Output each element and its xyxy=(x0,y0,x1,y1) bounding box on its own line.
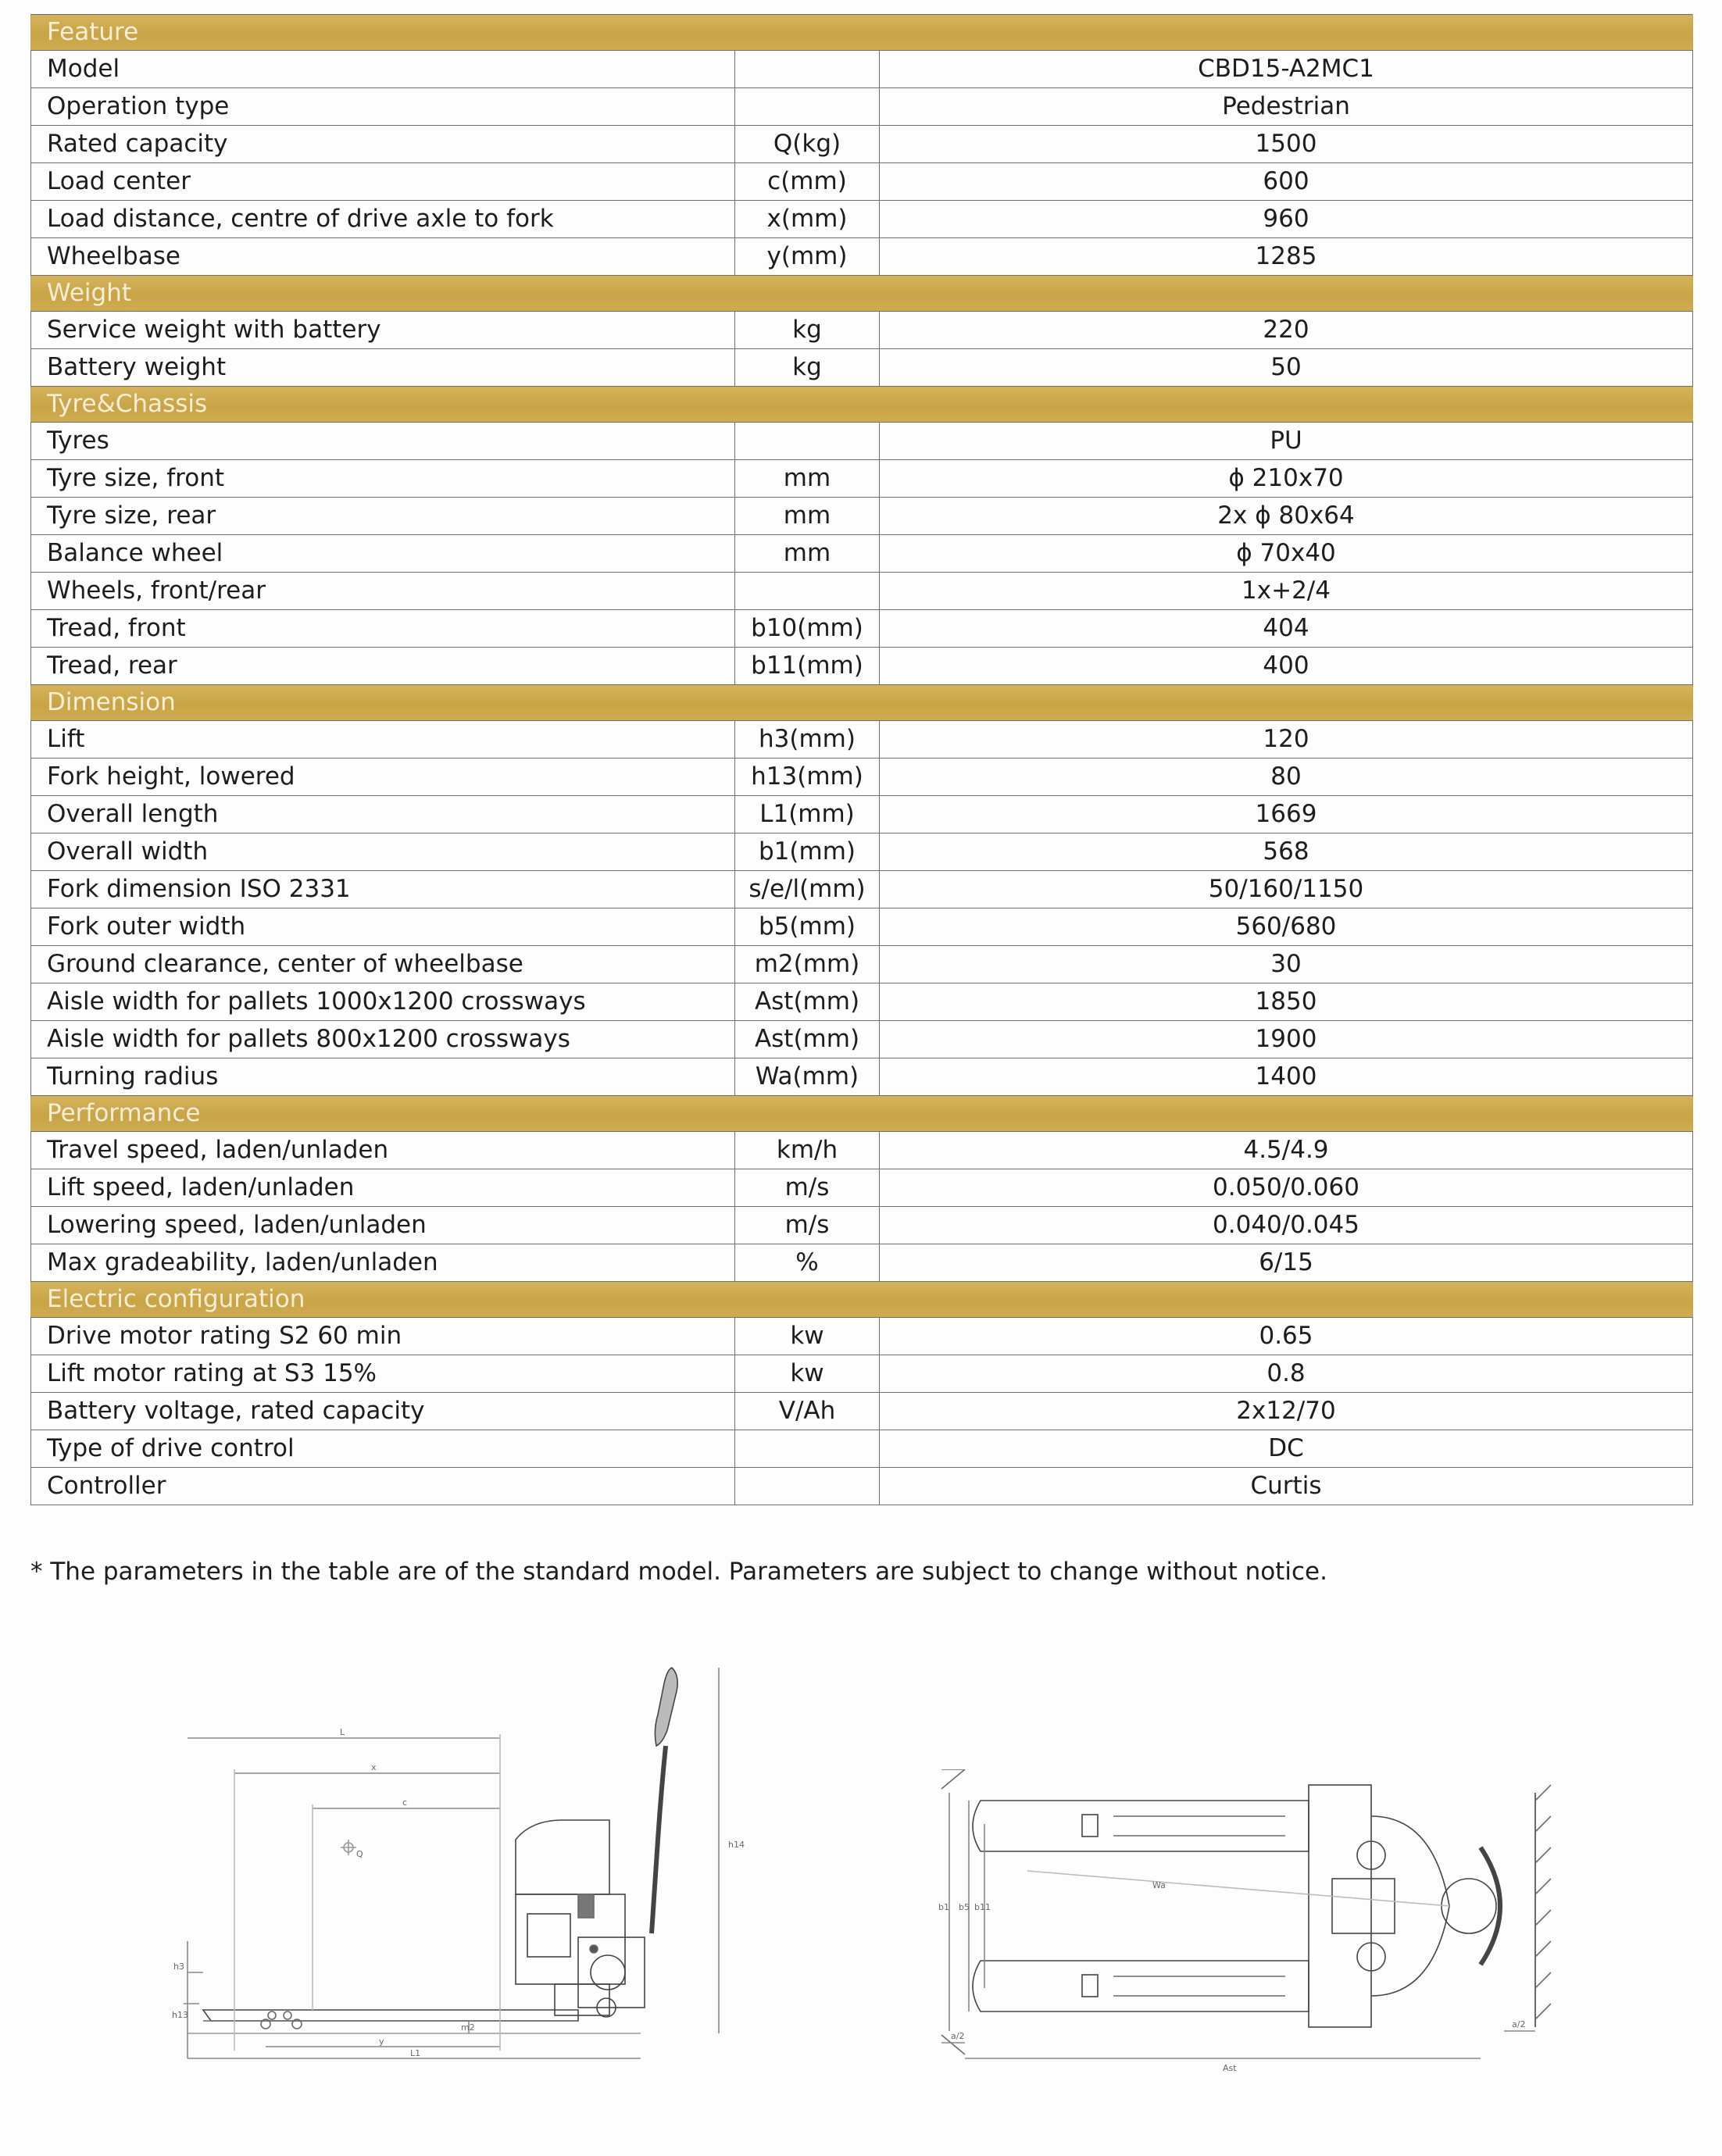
spec-label: Tyres xyxy=(31,423,735,460)
spec-value: 50/160/1150 xyxy=(880,871,1693,908)
spec-row xyxy=(31,238,1693,276)
spec-row xyxy=(31,1318,1693,1355)
dim-label-L: L xyxy=(340,1727,345,1737)
spec-row xyxy=(31,498,1693,535)
spec-unit: b10(mm) xyxy=(735,610,880,648)
dim-label-h13: h13 xyxy=(172,2010,188,2020)
spec-unit: s/e/l(mm) xyxy=(735,871,880,908)
spec-label: Max gradeability, laden/unladen xyxy=(31,1244,735,1282)
spec-unit: Wa(mm) xyxy=(735,1058,880,1096)
spec-label: Tyre size, rear xyxy=(31,498,735,535)
spec-unit: m2(mm) xyxy=(735,946,880,983)
spec-row xyxy=(31,51,1693,88)
spec-value: ϕ 70x40 xyxy=(880,535,1693,573)
section-title: Tyre&Chassis xyxy=(31,387,1693,423)
spec-row xyxy=(31,1430,1693,1468)
spec-label: Type of drive control xyxy=(31,1430,735,1468)
section-header xyxy=(31,276,1693,312)
spec-unit: L1(mm) xyxy=(735,796,880,833)
spec-label: Fork outer width xyxy=(31,908,735,946)
spec-row xyxy=(31,983,1693,1021)
spec-value: 50 xyxy=(880,349,1693,387)
spec-value: 560/680 xyxy=(880,908,1693,946)
spec-value: 2x12/70 xyxy=(880,1393,1693,1430)
spec-unit: Q(kg) xyxy=(735,126,880,163)
spec-unit: m/s xyxy=(735,1207,880,1244)
spec-unit xyxy=(735,423,880,460)
spec-row xyxy=(31,1207,1693,1244)
spec-row xyxy=(31,423,1693,460)
spec-value: DC xyxy=(880,1430,1693,1468)
dim-label-Ast: Ast xyxy=(1223,2063,1237,2073)
spec-unit: % xyxy=(735,1244,880,1282)
spec-row xyxy=(31,88,1693,126)
spec-value: 1285 xyxy=(880,238,1693,276)
spec-unit: b5(mm) xyxy=(735,908,880,946)
spec-value: Pedestrian xyxy=(880,88,1693,126)
spec-label: Overall length xyxy=(31,796,735,833)
spec-row xyxy=(31,201,1693,238)
spec-value: 1x+2/4 xyxy=(880,573,1693,610)
spec-unit: m/s xyxy=(735,1169,880,1207)
spec-unit: V/Ah xyxy=(735,1393,880,1430)
spec-row xyxy=(31,126,1693,163)
spec-row xyxy=(31,1058,1693,1096)
spec-unit: mm xyxy=(735,498,880,535)
spec-row xyxy=(31,721,1693,759)
section-title: Dimension xyxy=(31,685,1693,721)
spec-unit: km/h xyxy=(735,1132,880,1169)
spec-value: 220 xyxy=(880,312,1693,349)
dim-label-a2-left: a/2 xyxy=(951,2031,965,2041)
spec-label: Tread, rear xyxy=(31,648,735,685)
spec-value: 1669 xyxy=(880,796,1693,833)
spec-label: Rated capacity xyxy=(31,126,735,163)
spec-unit: h13(mm) xyxy=(735,759,880,796)
dim-label-h14: h14 xyxy=(728,1840,745,1850)
spec-unit: b1(mm) xyxy=(735,833,880,871)
spec-row xyxy=(31,908,1693,946)
spec-label: Service weight with battery xyxy=(31,312,735,349)
spec-label: Model xyxy=(31,51,735,88)
spec-label: Lift motor rating at S3 15% xyxy=(31,1355,735,1393)
spec-row xyxy=(31,1468,1693,1505)
spec-label: Lift xyxy=(31,721,735,759)
spec-label: Wheelbase xyxy=(31,238,735,276)
dim-label-b11: b11 xyxy=(974,1902,991,1912)
spec-row xyxy=(31,759,1693,796)
spec-value: 1400 xyxy=(880,1058,1693,1096)
spec-value: 30 xyxy=(880,946,1693,983)
spec-value: Curtis xyxy=(880,1468,1693,1505)
spec-table xyxy=(30,14,1693,1505)
dim-label-L1: L1 xyxy=(410,2048,421,2058)
spec-label: Lowering speed, laden/unladen xyxy=(31,1207,735,1244)
spec-value: 4.5/4.9 xyxy=(880,1132,1693,1169)
footnote: * The parameters in the table are of the standard model. Parameters are subject to change without notice. xyxy=(30,1558,1327,1586)
spec-unit xyxy=(735,573,880,610)
spec-unit: Ast(mm) xyxy=(735,983,880,1021)
spec-row xyxy=(31,1355,1693,1393)
dim-label-b1: b1 xyxy=(938,1902,949,1912)
spec-row xyxy=(31,1244,1693,1282)
spec-label: Controller xyxy=(31,1468,735,1505)
spec-value: 120 xyxy=(880,721,1693,759)
spec-row xyxy=(31,610,1693,648)
spec-value: 0.65 xyxy=(880,1318,1693,1355)
spec-table-body xyxy=(31,15,1693,1505)
spec-unit: mm xyxy=(735,535,880,573)
spec-unit: b11(mm) xyxy=(735,648,880,685)
spec-label: Aisle width for pallets 1000x1200 crossways xyxy=(31,983,735,1021)
spec-value: 600 xyxy=(880,163,1693,201)
section-header xyxy=(31,387,1693,423)
spec-row xyxy=(31,1169,1693,1207)
spec-value: 2x ϕ 80x64 xyxy=(880,498,1693,535)
spec-label: Lift speed, laden/unladen xyxy=(31,1169,735,1207)
spec-unit: x(mm) xyxy=(735,201,880,238)
spec-row xyxy=(31,1393,1693,1430)
spec-value: CBD15-A2MC1 xyxy=(880,51,1693,88)
section-header xyxy=(31,685,1693,721)
spec-value: PU xyxy=(880,423,1693,460)
spec-value: 0.040/0.045 xyxy=(880,1207,1693,1244)
section-header xyxy=(31,1282,1693,1318)
spec-value: 0.050/0.060 xyxy=(880,1169,1693,1207)
spec-row xyxy=(31,460,1693,498)
spec-unit xyxy=(735,88,880,126)
dim-label-x: x xyxy=(371,1762,377,1772)
spec-value: 960 xyxy=(880,201,1693,238)
spec-label: Wheels, front/rear xyxy=(31,573,735,610)
spec-label: Drive motor rating S2 60 min xyxy=(31,1318,735,1355)
spec-value: 0.8 xyxy=(880,1355,1693,1393)
spec-unit: kw xyxy=(735,1318,880,1355)
spec-label: Battery weight xyxy=(31,349,735,387)
spec-label: Operation type xyxy=(31,88,735,126)
spec-row xyxy=(31,573,1693,610)
section-title: Performance xyxy=(31,1096,1693,1132)
spec-value: 80 xyxy=(880,759,1693,796)
spec-value: 1850 xyxy=(880,983,1693,1021)
spec-value: 6/15 xyxy=(880,1244,1693,1282)
spec-value: 1900 xyxy=(880,1021,1693,1058)
spec-row xyxy=(31,163,1693,201)
spec-value: 400 xyxy=(880,648,1693,685)
spec-row xyxy=(31,833,1693,871)
dim-label-c: c xyxy=(402,1797,408,1808)
spec-label: Balance wheel xyxy=(31,535,735,573)
dim-label-Q: Q xyxy=(356,1849,363,1859)
dim-label-b5: b5 xyxy=(959,1902,970,1912)
spec-row xyxy=(31,946,1693,983)
spec-label: Load distance, centre of drive axle to fork xyxy=(31,201,735,238)
spec-unit: kw xyxy=(735,1355,880,1393)
spec-unit: kg xyxy=(735,312,880,349)
spec-label: Ground clearance, center of wheelbase xyxy=(31,946,735,983)
dim-label-a2-right: a/2 xyxy=(1512,2019,1526,2029)
dim-label-m2: m2 xyxy=(461,2022,475,2033)
top-view-drawing xyxy=(934,1769,1551,2082)
section-title: Weight xyxy=(31,276,1693,312)
section-header xyxy=(31,1096,1693,1132)
spec-unit xyxy=(735,1430,880,1468)
spec-value: 404 xyxy=(880,610,1693,648)
spec-label: Overall width xyxy=(31,833,735,871)
spec-label: Tread, front xyxy=(31,610,735,648)
section-title: Electric configuration xyxy=(31,1282,1693,1318)
spec-value: ϕ 210x70 xyxy=(880,460,1693,498)
spec-label: Fork dimension ISO 2331 xyxy=(31,871,735,908)
spec-label: Aisle width for pallets 800x1200 crossways xyxy=(31,1021,735,1058)
spec-unit: kg xyxy=(735,349,880,387)
spec-row xyxy=(31,312,1693,349)
spec-unit: h3(mm) xyxy=(735,721,880,759)
spec-unit: y(mm) xyxy=(735,238,880,276)
section-header xyxy=(31,15,1693,51)
section-title: Feature xyxy=(31,15,1693,51)
spec-unit xyxy=(735,1468,880,1505)
dim-label-Wa: Wa xyxy=(1152,1880,1166,1890)
spec-row xyxy=(31,349,1693,387)
spec-row xyxy=(31,871,1693,908)
spec-label: Tyre size, front xyxy=(31,460,735,498)
spec-row xyxy=(31,1021,1693,1058)
spec-row xyxy=(31,1132,1693,1169)
spec-label: Turning radius xyxy=(31,1058,735,1096)
spec-unit: c(mm) xyxy=(735,163,880,201)
spec-label: Load center xyxy=(31,163,735,201)
spec-label: Travel speed, laden/unladen xyxy=(31,1132,735,1169)
spec-row xyxy=(31,535,1693,573)
spec-unit: mm xyxy=(735,460,880,498)
dim-label-y: y xyxy=(379,2036,384,2047)
dim-label-h3: h3 xyxy=(173,1961,184,1972)
spec-label: Battery voltage, rated capacity xyxy=(31,1393,735,1430)
spec-unit: Ast(mm) xyxy=(735,1021,880,1058)
spec-row xyxy=(31,648,1693,685)
spec-value: 1500 xyxy=(880,126,1693,163)
spec-label: Fork height, lowered xyxy=(31,759,735,796)
spec-unit xyxy=(735,51,880,88)
spec-value: 568 xyxy=(880,833,1693,871)
spec-row xyxy=(31,796,1693,833)
side-view-drawing xyxy=(172,1660,766,2082)
